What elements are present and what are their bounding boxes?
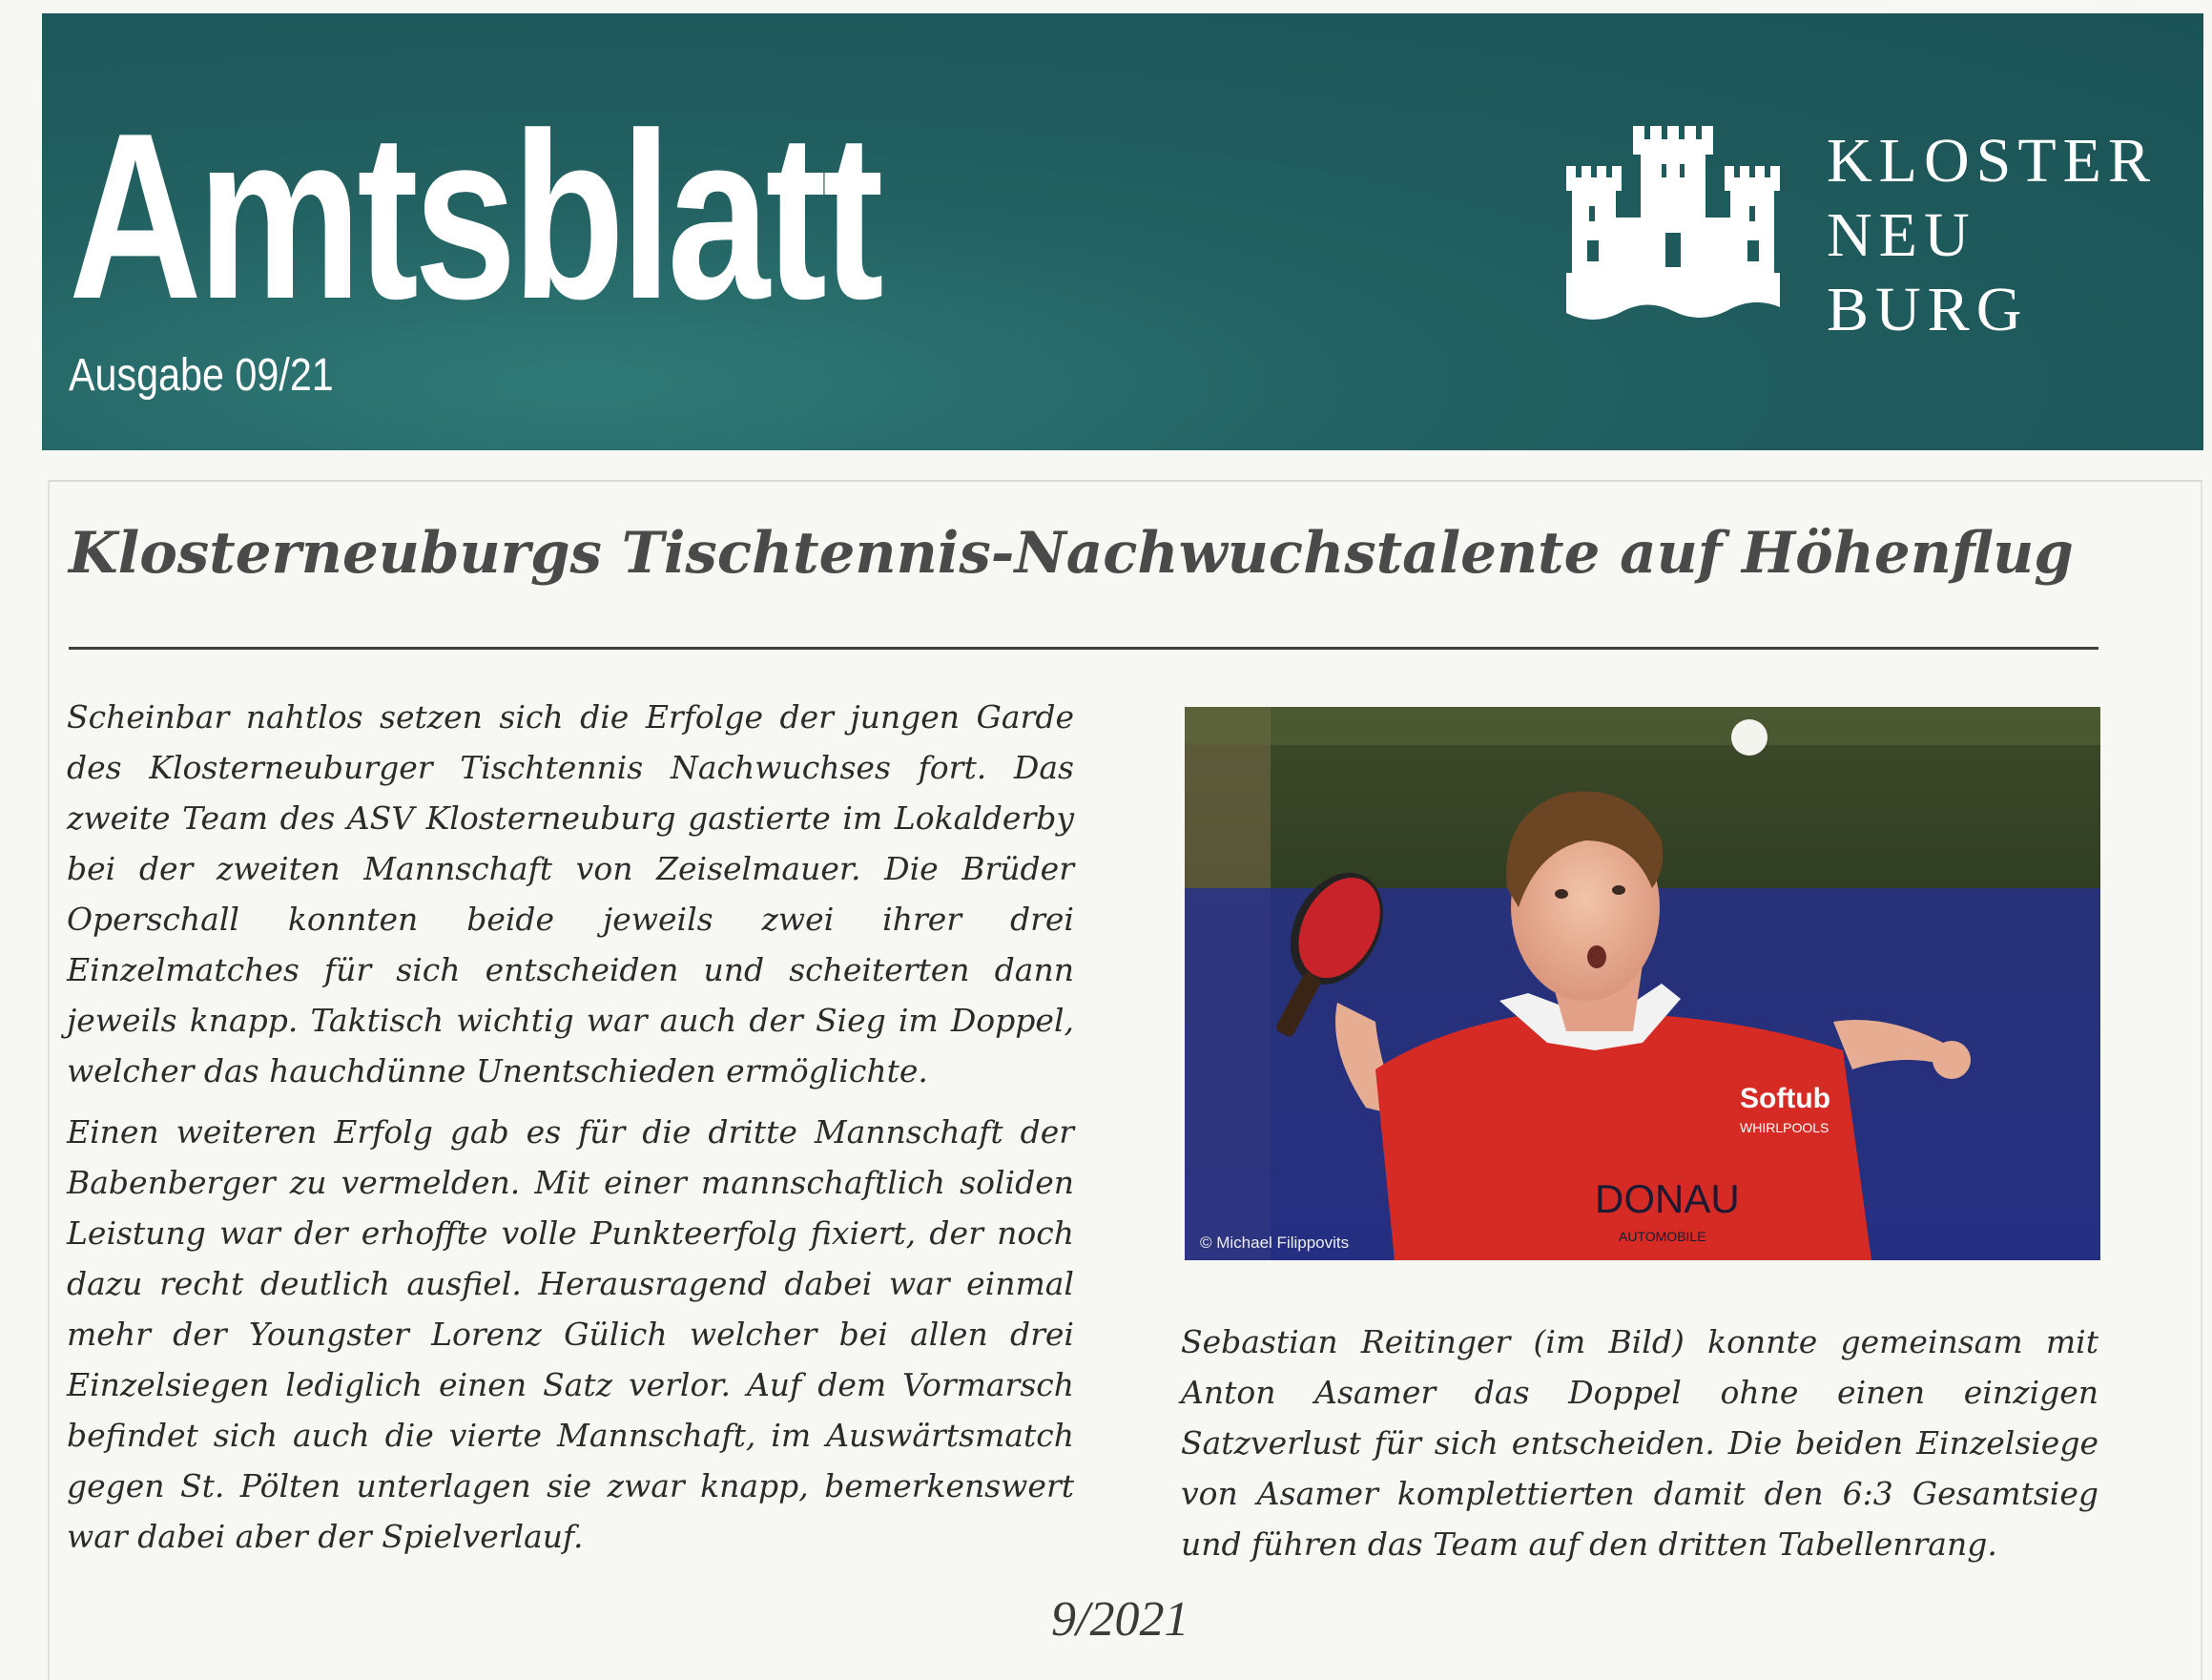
castle-icon	[1566, 126, 1780, 330]
issue-label: Ausgabe 09/21	[69, 350, 334, 401]
article-headline: Klosterneuburgs Tischtennis-Nachwuchstalente auf Höhenflug	[69, 520, 2074, 587]
logo-wordmark	[1827, 124, 2157, 347]
headline-divider	[69, 647, 2098, 650]
article-paragraph: Einen weiteren Erfolg gab es für die dritte Mannschaft der Babenberger zu vermelden. Mit einer mannschaftlich soliden Leistung war der erhoffte volle Punkteerfolg fixiert, der noch dazu recht deutlich ausfiel. Herausragend dabei war einmal mehr der Youngster Lorenz Gülich welcher bei allen drei Einzelsiegen lediglich einen Satz verlor. Auf dem Vormarsch befindet sich auch die vierte Mannschaft, im Auswärtsmatch gegen St. Pölten unterlagen sie zwar knapp, bemerkenswert war dabei aber der Spielverlauf.	[67, 1113, 1074, 1555]
table-tennis-player-illustration	[1185, 707, 2100, 1260]
page-footer-issue: 9/2021	[1051, 1592, 1189, 1647]
article-paragraph: Scheinbar nahtlos setzen sich die Erfolge der jungen Garde des Klosterneuburger Tischtennis Nachwuchses fort. Das zweite Team des ASV Klosterneuburg gastierte im Lokalderby bei der zweiten Mannschaft von Zeiselmauer. Die Brüder Operschall konnten beide jeweils zwei ihrer drei Einzelmatches für sich entscheiden und scheiterten dann jeweils knapp. Taktisch wichtig war auch der Sieg im Doppel, welcher das hauchdünne Unentschieden ermöglichte.	[67, 698, 1074, 1089]
photo-credit: © Michael Filippovits	[1200, 1234, 1350, 1252]
logo-line: BURG	[1827, 275, 2029, 344]
jersey-sponsor-2-sub: AUTOMOBILE	[1619, 1229, 1706, 1244]
masthead	[42, 13, 2203, 450]
photo-caption: Sebastian Reitinger (im Bild) konnte gemeinsam mit Anton Asamer das Doppel ohne einen einzigen Satzverlust für sich entscheiden. Die beiden Einzelsiege von Asamer komplettierten damit den 6:3 Gesamtsieg und führen das Team auf den dritten Tabellenrang.	[1181, 1323, 2098, 1563]
masthead-title: Amtsblatt	[69, 83, 879, 348]
jersey-sponsor-2: DONAU	[1595, 1176, 1740, 1221]
logo-line: NEU	[1827, 200, 1976, 270]
logo-line: KLOSTER	[1827, 126, 2157, 196]
article-photo	[1185, 707, 2100, 1260]
jersey-sponsor-1-sub: WHIRLPOOLS	[1740, 1120, 1830, 1135]
jersey-sponsor-1: Softub	[1740, 1083, 1830, 1114]
